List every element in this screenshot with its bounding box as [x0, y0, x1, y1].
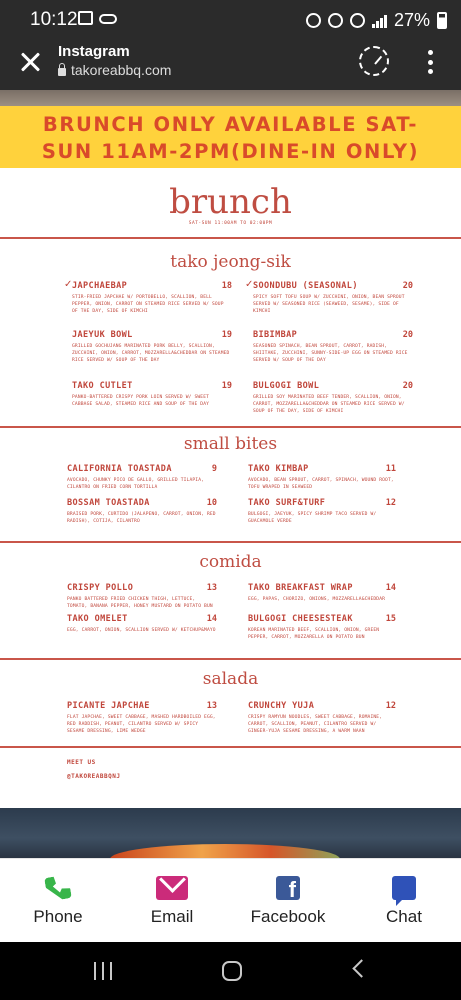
item-price: 9 — [211, 464, 217, 474]
section-title: tako jeong-sik — [170, 252, 291, 272]
item-name: BULGOGI BOWL — [253, 381, 320, 391]
item-price: 12 — [385, 701, 396, 711]
item-name: BULGOGI CHEESESTEAK — [248, 614, 353, 624]
menu-item — [67, 583, 217, 611]
item-name: CRISPY POLLO — [67, 583, 134, 593]
menu-item — [253, 381, 413, 415]
item-description: FLAT JAPCHAE, SWEET CABBAGE, MASHED HARDBOILED EGG, RED RADDISH, PEANUT, CILANTRO SERVED W/ SPICY SESAME DRESSING, LIME WEDGE — [67, 715, 216, 734]
menu-item — [67, 464, 217, 492]
brunch-banner — [0, 106, 461, 168]
menu-item — [248, 498, 396, 526]
menu-card — [0, 168, 461, 808]
menu-item — [248, 614, 396, 642]
item-name: JAPCHAEBAP — [72, 281, 128, 291]
item-description: SPICY SOFT TOFU SOUP W/ ZUCCHINI, ONION, BEAN SPROUT SERVED W/ SEASONED RICE (SEAWEED, SESAME), SIDE OF KIMCHI — [253, 295, 405, 314]
item-name: TAKO CUTLET — [72, 381, 133, 391]
more-options-icon[interactable] — [428, 50, 434, 74]
item-name: BIBIMBAP — [253, 330, 298, 340]
item-description: PANKO-BATTERED CRISPY PORK LOIN SERVED W/ SWEET CABBAGE SALAD, STEAMED RICE AND SOUP OF THE DAY — [72, 395, 210, 407]
email-label: Email — [150, 907, 194, 926]
contact-bar — [0, 858, 461, 942]
wood-background — [0, 90, 461, 106]
item-description: CRISPY RAMYUN NOODLES, SWEET CABBAGE, ROMAINE, CARROT, SCALLION, PEANUT, CILANTRO SERVED W/ GINGER-YUJA SESAME DRESSING, A WARM NAAN — [248, 715, 383, 734]
item-name: JAEYUK BOWL — [72, 330, 133, 340]
chat-icon — [392, 876, 416, 900]
battery-percent: 27% — [393, 10, 430, 30]
item-description: BRAISED PORK, CURTIDO (JALAPENO, CARROT, ONION, RED RADISH), COTIJA, CILANTRO — [67, 512, 216, 524]
url-text: takoreabbq.com — [71, 62, 172, 78]
item-price: 20 — [402, 281, 413, 291]
item-description: EGG, CARROT, ONION, SCALLION SERVED W/ KETCHUP&MAYO — [67, 628, 216, 633]
item-description: GRILLED GOCHUJANG MARINATED PORK BELLY, SCALLION, ZUCCHINI, ONION, CARROT, MOZZARELLA&CHEDDAR ON STEAMED RICE SERVED W/ SOUP OF THE DAY — [72, 344, 230, 363]
banner-line-1: BRUNCH ONLY AVAILABLE SAT- — [42, 113, 419, 136]
phone-label: Phone — [33, 907, 83, 926]
meet-us-block — [67, 756, 120, 784]
item-price: 10 — [206, 498, 217, 508]
item-name: BOSSAM TOASTADA — [67, 498, 150, 508]
facebook-button[interactable] — [240, 859, 336, 943]
menu-hours: SAT-SUN 11:00AM TO 02:00PM — [188, 221, 273, 226]
item-description: STIR-FRIED JAPCHAE W/ PORTOBELLO, SCALLION, BELL PEPPER, ONION, CARROT ON STEAMED RICE SERVED W/ SOUP OF THE DAY, SIDE OF KIMCHI — [72, 295, 224, 314]
item-description: SEASONED SPINACH, BEAN SPROUT, CARROT, RADISH, SHIITAKE, ZUCCHINI, SUNNY-SIDE-UP EGG ON STEAMED RICE SERVED W/ SOUP OF THE DAY — [253, 344, 408, 363]
browser-title: Instagram — [58, 43, 130, 60]
home-icon[interactable] — [222, 961, 242, 981]
menu-item — [248, 701, 396, 735]
item-price: 15 — [385, 614, 396, 624]
menu-item — [72, 381, 232, 409]
speedometer-icon[interactable] — [359, 46, 389, 76]
item-name: TAKO SURF&TURF — [248, 498, 326, 508]
menu-item — [253, 330, 413, 364]
item-price: 19 — [221, 330, 232, 340]
section-title: salada — [202, 669, 259, 689]
item-price: 12 — [385, 498, 396, 508]
section-title: small bites — [183, 434, 278, 454]
meet-us-label: MEET US — [67, 759, 96, 766]
menu-item — [248, 583, 396, 604]
item-description: GRILLED SOY MARINATED BEEF TENDER, SCALLION, ONION, CARROT, MOZZARELLA&CHEDDAR ON STEAMED RICE SERVED W/ SOUP OF THE DAY, SIDE OF KIMCHI — [253, 395, 405, 414]
banner-line-2: SUN 11AM-2PM(DINE-IN ONLY) — [41, 140, 420, 163]
item-name: CALIFORNIA TOASTADA — [67, 464, 172, 474]
battery-icon — [437, 12, 447, 29]
check-icon: ✓ — [245, 279, 254, 290]
status-bar — [0, 0, 461, 40]
item-description: BULGOGI, JAEYUK, SPICY SHRIMP TACO SERVED W/ GUACAMOLE VERDE — [248, 512, 377, 524]
divider — [0, 658, 461, 660]
item-price: 18 — [221, 281, 232, 291]
lock-icon — [58, 68, 66, 76]
item-name: CRUNCHY YUJA — [248, 701, 315, 711]
item-price: 13 — [206, 583, 217, 593]
voicemail-icon — [99, 14, 117, 24]
email-icon — [156, 876, 188, 900]
menu-item — [245, 279, 413, 315]
menu-item — [67, 498, 217, 526]
wifi-icon — [350, 13, 365, 28]
item-name: TAKO BREAKFAST WRAP — [248, 583, 353, 593]
page-content[interactable] — [0, 90, 461, 858]
divider — [0, 237, 461, 239]
item-description: PANKO BATTERED FRIED CHICKEN THIGH, LETTUCE, TOMATO, BANANA PEPPER, HONEY MUSTARD ON POTATO BUN — [67, 597, 213, 609]
item-price: 19 — [221, 381, 232, 391]
item-description: AVOCADO, BEAN SPROUT, CARROT, SPINACH, WOUND ROOT, TOFU WRAPED IN SEAWEED — [248, 478, 394, 490]
system-nav-bar — [0, 942, 461, 1000]
menu-item — [72, 330, 232, 364]
mute-icon — [328, 13, 343, 28]
facebook-label: Facebook — [250, 907, 326, 926]
check-icon: ✓ — [64, 279, 73, 290]
item-description: EGG, PAPAS, CHORIZO, ONIONS, MOZZARELLA&CHEDDAR — [248, 597, 386, 602]
browser-toolbar — [0, 40, 461, 90]
item-name: TAKO OMELET — [67, 614, 128, 624]
facebook-icon: f — [276, 876, 300, 900]
back-icon[interactable] — [352, 959, 370, 977]
status-time: 10:12 — [30, 9, 78, 30]
food-photo — [0, 808, 461, 858]
recents-icon[interactable] — [94, 962, 112, 980]
divider — [0, 541, 461, 543]
item-name: PICANTE JAPCHAE — [67, 701, 150, 711]
instagram-handle: @TAKOREABBQNJ — [67, 773, 121, 780]
item-price: 11 — [385, 464, 396, 474]
divider — [0, 746, 461, 748]
item-price: 20 — [402, 330, 413, 340]
email-button[interactable] — [134, 859, 210, 943]
menu-item — [64, 279, 232, 315]
menu-title: brunch — [169, 182, 292, 222]
item-price: 13 — [206, 701, 217, 711]
phone-button[interactable] — [20, 859, 96, 943]
alarm-icon — [306, 13, 321, 28]
menu-item — [248, 464, 396, 492]
url-bar[interactable] — [58, 62, 171, 78]
item-description: KOREAN MARINATED BEEF, SCALLION, ONION, GREEN PEPPER, CARROT, MOZZARELLA ON POTATO BUN — [248, 628, 380, 640]
menu-item — [67, 614, 217, 635]
item-price: 14 — [385, 583, 396, 593]
item-description: AVOCADO, CHUNKY PICO DE GALLO, GRILLED TILAPIA, CILANTRO ON FRIED CORN TORTILLA — [67, 478, 205, 490]
signal-icon — [372, 14, 387, 28]
close-icon[interactable] — [18, 50, 42, 74]
chat-label: Chat — [386, 907, 422, 926]
divider — [0, 426, 461, 428]
item-name: SOONDUBU (SEASONAL) — [253, 281, 358, 291]
chat-button[interactable] — [366, 859, 442, 943]
item-price: 20 — [402, 381, 413, 391]
phone-icon — [44, 874, 72, 902]
section-title: comida — [199, 552, 262, 572]
gallery-icon — [78, 11, 93, 25]
menu-item — [67, 701, 217, 735]
item-name: TAKO KIMBAP — [248, 464, 309, 474]
item-price: 14 — [206, 614, 217, 624]
